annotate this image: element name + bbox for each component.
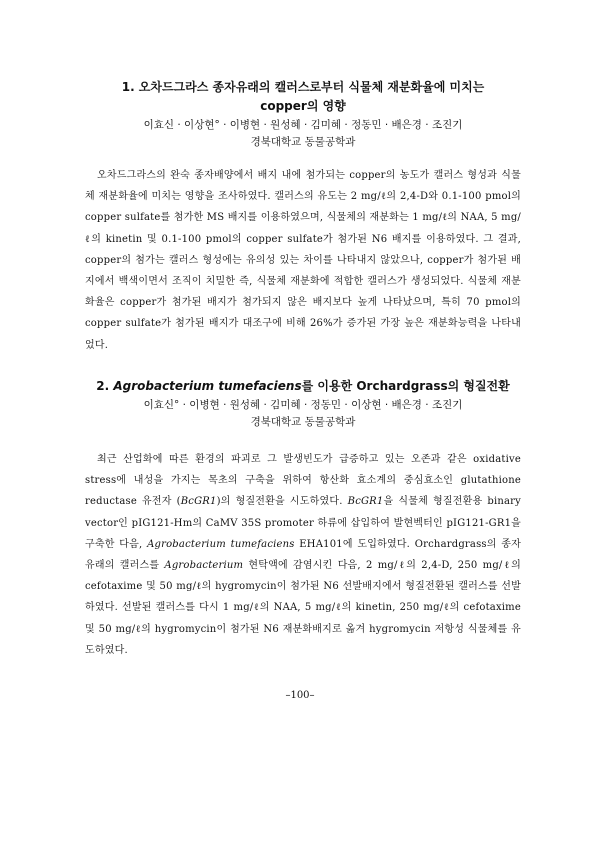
section-2-authors: 이효신° · 이병현 · 원성혜 · 김미혜 · 정동민 · 이상현 · 배은경 · 조진기 — [143, 399, 463, 411]
gene-name-1: BcGR1 — [180, 496, 217, 508]
section-2-title-species: Agrobacterium tumefaciens — [113, 379, 302, 393]
page-number: –100– — [285, 690, 315, 701]
species-name-2: Agrobacterium — [164, 560, 244, 572]
section-1-title — [85, 78, 521, 116]
section-2-abstract — [85, 449, 521, 661]
section-1-title-line2: copper의 영향 — [260, 99, 346, 113]
section-1-title-line1: 1. 오차드그라스 종자유래의 캘러스로부터 식물체 재분화율에 미치는 — [121, 80, 485, 94]
gene-name-2: BcGR1 — [347, 496, 384, 508]
section-1-affiliation: 경북대학교 동물공학과 — [250, 136, 356, 148]
section-2-title-rest: 를 이용한 Orchardgrass의 형질전환 — [301, 379, 510, 393]
abstract-text-4: EHA101에 도입하였다. Orchardgrass의 종자 유래의 캘러스를 — [85, 538, 522, 572]
abstract-text-5: 현탁액에 감염시킨 다음, 2 mg/ℓ의 2,4-D, 250 mg/ℓ의 cefotaxime 및 50 mg/ℓ의 hygromycin이 첨가된 N6 선발배지에서 형질전환된 캘러스를 선발하였다. 선발된 캘러스를 다시 1 mg/ℓ의 NAA, 5 mg/ℓ의 kinetin, 250 mg/ℓ의 cefotaxime 및 50 mg/ℓ의 hygromycin이 첨가된 N6 재분화배지로 옮겨 hygromycin 저항성 식물체를 유도하였다. — [85, 560, 521, 656]
abstract-section-1 — [85, 78, 521, 356]
species-name-1: Agrobacterium tumefaciens — [147, 538, 295, 550]
abstract-text-1: 최근 산업화에 따른 환경의 파괴로 그 발생빈도가 급증하고 있는 오존과 같은 oxidative stress에 내성을 가지는 목초의 구축을 위하여 항산화 효소계의 중심효소인 glutathione reductase 유전자 ( — [85, 454, 521, 508]
section-1-authors: 이효신 · 이상현° · 이병현 · 원성혜 · 김미혜 · 정동민 · 배은경 · 조진기 — [143, 119, 463, 131]
section-1-abstract: 오차드그라스의 완숙 종자배양에서 배지 내에 첨가되는 copper의 농도가 캘러스 형성과 식물체 재분화율에 미치는 영향을 조사하였다. 캘러스의 유도는 2 mg/ℓ의 2,4-D와 0.1-100 pmol의 copper sulfate를 첨가한 MS 배지를 이용하였으며, 식물체의 재분화는 1 mg/ℓ의 NAA, 5 mg/ℓ의 kinetin 및 0.1-100 pmol의 copper sulfate가 첨가된 N6 배지를 이용하였다. 그 결과, copper의 첨가는 캘러스 형성에는 유의성 있는 차이를 나타내지 않았으나, copper가 첨가된 배지에서 백색이면서 조직이 치밀한 즉, 식물체 재분화에 적합한 캘러스가 생성되었다. 식물체 재분화율은 copper가 첨가된 배지가 첨가되지 않은 배지보다 높게 나타났으며, 특히 70 pmol의 copper sulfate가 첨가된 배지가 대조구에 비해 26%가 증가된 가장 높은 재분화능력을 나타내었다. — [85, 170, 521, 351]
abstract-text-3: 을 식물체 형질전환용 binary vector인 pIG121-Hm의 CaMV 35S promoter 하류에 삽입하여 발현벡터인 pIG121-GR1을 구축한 다음, — [85, 496, 521, 550]
section-2-title — [85, 377, 521, 396]
section-2-title-number: 2. — [96, 379, 110, 393]
abstract-section-2 — [85, 377, 521, 661]
section-2-affiliation: 경북대학교 동물공학과 — [250, 416, 356, 428]
abstract-text-2: )의 형질전환을 시도하였다. — [216, 496, 348, 508]
